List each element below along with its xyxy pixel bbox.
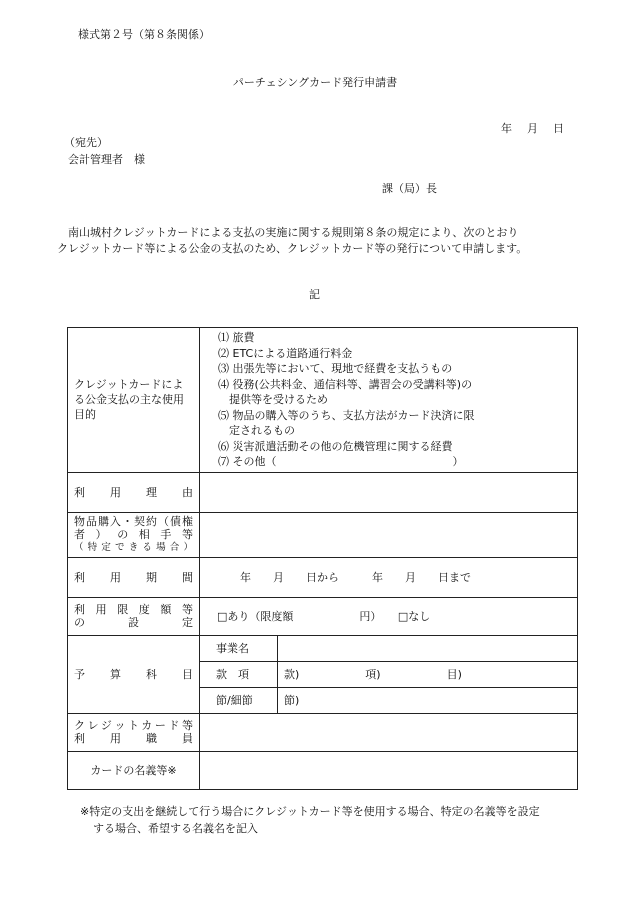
intro-line-2: クレジットカード等による公金の支払のため、クレジットカード等の発行について申請します。 <box>57 242 528 255</box>
purpose-list <box>200 328 578 473</box>
period-row <box>68 557 578 597</box>
addressee: 会計管理者 様 <box>68 153 145 166</box>
application-table <box>67 327 578 790</box>
addressee-note: （宛先） <box>64 136 108 149</box>
card-name-input[interactable] <box>200 751 578 789</box>
counterparty-label-1: 物品購入・契約（債権 <box>74 515 193 528</box>
setsu-label: 節/細節 <box>200 687 278 713</box>
applicant-title: 課（局）長 <box>382 182 437 195</box>
period-label: 利用期間 <box>74 570 193 584</box>
counterparty-label-3: （特定できる場合） <box>74 542 193 553</box>
reason-input[interactable] <box>200 472 578 512</box>
form-title: パーチェシングカード発行申請書 <box>232 76 398 89</box>
footnote-line-1: ※特定の支出を継続して行う場合にクレジットカード等を使用する場合、特定の名義等を設定 <box>80 805 540 818</box>
kankou-label: 款 項 <box>200 661 278 687</box>
counterparty-row <box>68 512 578 557</box>
budget-label: 予算科目 <box>74 667 193 681</box>
setsu-input[interactable]: 節) <box>278 687 578 713</box>
staff-label-cell <box>68 713 200 751</box>
purpose-item: 定されるもの <box>229 424 295 437</box>
budget-label-cell <box>68 635 200 713</box>
period-label-cell <box>68 557 200 597</box>
purpose-item: ⑸ 物品の購入等のうち、支払方法がカード決済に限 <box>218 408 475 422</box>
purpose-item: ⑴ 旅費 <box>218 331 255 344</box>
purpose-item: ⑵ ETCによる道路通行料金 <box>218 346 353 360</box>
date-line: 年 月 日 <box>501 122 566 135</box>
limit-row <box>68 597 578 635</box>
purpose-item: ⑹ 災害派遣活動その他の危機管理に関する経費 <box>218 439 453 453</box>
intro-line-1: 南山城村クレジットカードによる支払の実施に関する規則第８条の規定により、次のとおり <box>68 226 519 239</box>
ki-marker: 記 <box>309 288 320 301</box>
budget-row-1 <box>68 635 578 661</box>
limit-label-2: の設定 <box>74 616 193 629</box>
staff-input[interactable] <box>200 713 578 751</box>
purpose-item: ⑷ 役務(公共料金、通信料等、講習会の受講料等)の <box>218 377 473 391</box>
purpose-label: クレジットカードによる公金支払の主な使用目的 <box>68 328 200 473</box>
form-number: 様式第２号（第８条関係） <box>78 28 210 41</box>
counterparty-label-cell <box>68 512 200 557</box>
purpose-row <box>68 328 578 473</box>
purpose-item: ⑺ その他（ ） <box>218 455 464 468</box>
reason-label: 利用理由 <box>74 485 193 499</box>
purpose-item: ⑶ 出張先等において、現地で経費を支払うもの <box>218 362 453 375</box>
counterparty-label-2: 者）の相手等 <box>74 528 193 541</box>
staff-label-2: 利用職員 <box>74 732 193 745</box>
period-value[interactable]: 年 月 日から 年 月 日まで <box>200 557 578 597</box>
staff-label-1: クレジットカード等 <box>74 719 193 732</box>
card-name-label: カードの名義等※ <box>68 751 200 789</box>
card-name-row <box>68 751 578 789</box>
limit-value[interactable]: □あり（限度額 円） □なし <box>200 597 578 635</box>
reason-label-cell <box>68 472 200 512</box>
limit-label-1: 利用限度額等 <box>74 603 193 616</box>
project-input[interactable] <box>278 635 578 661</box>
purpose-item: 提供等を受けるため <box>229 393 328 406</box>
footnote-line-2: する場合、希望する名義名を記入 <box>93 822 258 835</box>
reason-row <box>68 472 578 512</box>
staff-row <box>68 713 578 751</box>
project-label: 事業名 <box>200 635 278 661</box>
limit-label-cell <box>68 597 200 635</box>
counterparty-input[interactable] <box>200 512 578 557</box>
kankou-input[interactable]: 款) 項) 目) <box>278 661 578 687</box>
